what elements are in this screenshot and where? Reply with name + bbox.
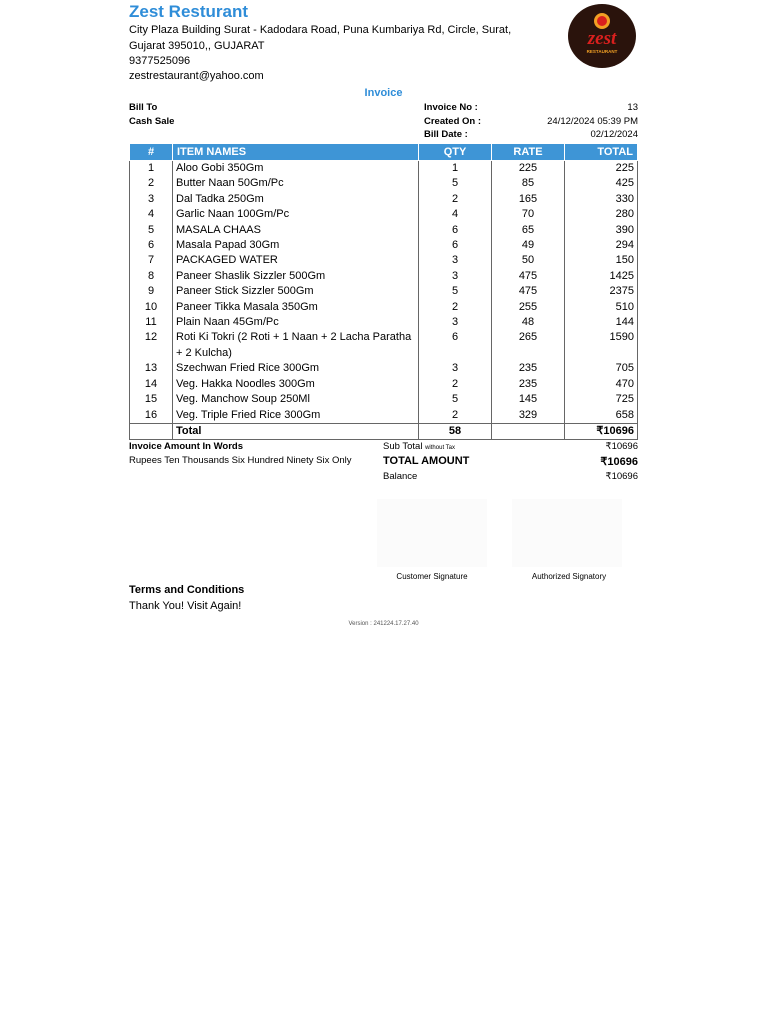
row-qty: 2 [419, 377, 492, 392]
row-qty: 6 [419, 238, 492, 253]
row-item-name: MASALA CHAAS [173, 223, 419, 238]
row-rate: 48 [492, 315, 565, 330]
row-total: 2375 [565, 284, 638, 299]
row-rate: 65 [492, 223, 565, 238]
row-rate: 475 [492, 284, 565, 299]
company-email: zestrestaurant@yahoo.com [129, 70, 264, 82]
row-number: 3 [130, 192, 173, 207]
row-rate: 235 [492, 377, 565, 392]
row-number: 16 [130, 408, 173, 424]
row-number: 12 [130, 330, 173, 361]
row-qty: 3 [419, 361, 492, 376]
row-total: 425 [565, 176, 638, 191]
table-row [130, 161, 638, 177]
invoice-heading: Invoice [364, 87, 403, 99]
row-total: 470 [565, 377, 638, 392]
row-number: 7 [130, 253, 173, 268]
row-total: 144 [565, 315, 638, 330]
bill-to-label: Bill To [129, 102, 158, 113]
row-rate: 85 [492, 176, 565, 191]
row-rate: 475 [492, 269, 565, 284]
col-header-qty: QTY [419, 144, 492, 161]
table-total-row [130, 423, 638, 439]
version-text: Version : 241224.17.27.40 [348, 621, 419, 627]
items-body [130, 161, 638, 424]
table-row [130, 253, 638, 268]
table-row [130, 330, 638, 361]
company-address: City Plaza Building Surat - Kadodara Road, Puna Kumbariya Rd, Circle, Surat, Gujarat 395010,, GUJARAT [129, 24, 512, 52]
row-item-name: Paneer Shaslik Sizzler 500Gm [173, 269, 419, 284]
row-item-name: Aloo Gobi 350Gm [173, 161, 419, 177]
row-rate: 70 [492, 207, 565, 222]
row-number: 2 [130, 176, 173, 191]
customer-signature-box [377, 499, 487, 567]
total-amount-label: TOTAL AMOUNT [383, 455, 470, 467]
row-number: 11 [130, 315, 173, 330]
row-qty: 3 [419, 315, 492, 330]
row-item-name: Butter Naan 50Gm/Pc [173, 176, 419, 191]
row-item-name: Garlic Naan 100Gm/Pc [173, 207, 419, 222]
total-row-rate-blank [492, 423, 565, 439]
row-rate: 265 [492, 330, 565, 361]
authorized-signatory-label: Authorized Signatory [531, 572, 607, 581]
row-item-name: Roti Ki Tokri (2 Roti + 1 Naan + 2 Lacha Paratha + 2 Kulcha) [173, 330, 419, 361]
row-qty: 2 [419, 300, 492, 315]
table-row [130, 315, 638, 330]
row-qty: 4 [419, 207, 492, 222]
row-number: 8 [130, 269, 173, 284]
row-rate: 225 [492, 161, 565, 177]
subtotal-note: without Tax [425, 445, 455, 451]
created-on-label: Created On : [424, 116, 482, 127]
row-total: 510 [565, 300, 638, 315]
row-qty: 6 [419, 330, 492, 361]
bill-date-label: Bill Date : [424, 129, 468, 140]
logo-subtext: RESTAURANT [586, 49, 618, 54]
col-header-number: # [130, 144, 173, 161]
row-qty: 6 [419, 223, 492, 238]
company-phone: 9377525096 [129, 55, 191, 67]
row-qty: 5 [419, 392, 492, 407]
row-total: 330 [565, 192, 638, 207]
terms-text: Thank You! Visit Again! [129, 600, 242, 612]
row-item-name: Veg. Hakka Noodles 300Gm [173, 377, 419, 392]
table-row [130, 238, 638, 253]
row-item-name: Szechwan Fried Rice 300Gm [173, 361, 419, 376]
subtotal-label [383, 441, 455, 452]
invoice-no-value: 13 [627, 102, 638, 113]
bill-to-value: Cash Sale [129, 116, 175, 127]
row-number: 9 [130, 284, 173, 299]
row-qty: 5 [419, 176, 492, 191]
row-number: 13 [130, 361, 173, 376]
created-on-value: 24/12/2024 05:39 PM [547, 116, 638, 127]
table-row [130, 269, 638, 284]
balance-label: Balance [383, 471, 418, 482]
row-rate: 145 [492, 392, 565, 407]
row-qty: 3 [419, 253, 492, 268]
row-number: 6 [130, 238, 173, 253]
row-item-name: Dal Tadka 250Gm [173, 192, 419, 207]
customer-signature-label: Customer Signature [396, 572, 468, 581]
table-row [130, 223, 638, 238]
table-row [130, 300, 638, 315]
row-number: 4 [130, 207, 173, 222]
table-header-row [130, 144, 638, 161]
table-row [130, 408, 638, 424]
items-table [129, 143, 638, 440]
table-row [130, 192, 638, 207]
table-row [130, 207, 638, 222]
subtotal-label-text: Sub Total [383, 441, 423, 452]
row-total: 1425 [565, 269, 638, 284]
row-rate: 255 [492, 300, 565, 315]
row-item-name: Paneer Tikka Masala 350Gm [173, 300, 419, 315]
row-item-name: Veg. Triple Fried Rice 300Gm [173, 408, 419, 424]
row-rate: 165 [492, 192, 565, 207]
bill-date-value: 02/12/2024 [590, 129, 638, 140]
row-item-name: Paneer Stick Sizzler 500Gm [173, 284, 419, 299]
row-total: 725 [565, 392, 638, 407]
row-rate: 329 [492, 408, 565, 424]
row-total: 1590 [565, 330, 638, 361]
col-header-item-names: ITEM NAMES [173, 144, 419, 161]
table-row [130, 284, 638, 299]
row-total: 150 [565, 253, 638, 268]
row-qty: 1 [419, 161, 492, 177]
invoice-no-label: Invoice No : [424, 102, 478, 113]
col-header-total: TOTAL [565, 144, 638, 161]
row-rate: 50 [492, 253, 565, 268]
total-row-blank [130, 423, 173, 439]
balance-value: ₹10696 [605, 471, 638, 482]
total-row-amount: ₹10696 [565, 423, 638, 439]
row-item-name: PACKAGED WATER [173, 253, 419, 268]
row-number: 10 [130, 300, 173, 315]
row-total: 705 [565, 361, 638, 376]
logo-wordmark: zest [587, 28, 617, 49]
authorized-signature-box [512, 499, 622, 567]
table-row [130, 377, 638, 392]
row-total: 294 [565, 238, 638, 253]
table-row [130, 392, 638, 407]
terms-heading: Terms and Conditions [129, 584, 245, 596]
row-item-name: Plain Naan 45Gm/Pc [173, 315, 419, 330]
row-rate: 49 [492, 238, 565, 253]
row-qty: 3 [419, 269, 492, 284]
row-total: 280 [565, 207, 638, 222]
row-number: 15 [130, 392, 173, 407]
amount-in-words-label: Invoice Amount In Words [129, 441, 244, 452]
row-total: 390 [565, 223, 638, 238]
row-qty: 2 [419, 408, 492, 424]
subtotal-value: ₹10696 [605, 441, 638, 452]
table-row [130, 176, 638, 191]
row-number: 1 [130, 161, 173, 177]
amount-in-words-value: Rupees Ten Thousands Six Hundred Ninety Six Only [129, 455, 352, 466]
col-header-rate: RATE [492, 144, 565, 161]
row-item-name: Veg. Manchow Soup 250Ml [173, 392, 419, 407]
row-total: 225 [565, 161, 638, 177]
row-number: 14 [130, 377, 173, 392]
total-amount-value: ₹10696 [600, 456, 638, 468]
restaurant-logo [567, 3, 637, 69]
row-item-name: Masala Papad 30Gm [173, 238, 419, 253]
table-row [130, 361, 638, 376]
row-number: 5 [130, 223, 173, 238]
row-qty: 2 [419, 192, 492, 207]
total-row-label: Total [173, 423, 419, 439]
company-name: Zest Resturant [129, 2, 249, 21]
row-total: 658 [565, 408, 638, 424]
total-row-qty: 58 [419, 423, 492, 439]
row-qty: 5 [419, 284, 492, 299]
row-rate: 235 [492, 361, 565, 376]
